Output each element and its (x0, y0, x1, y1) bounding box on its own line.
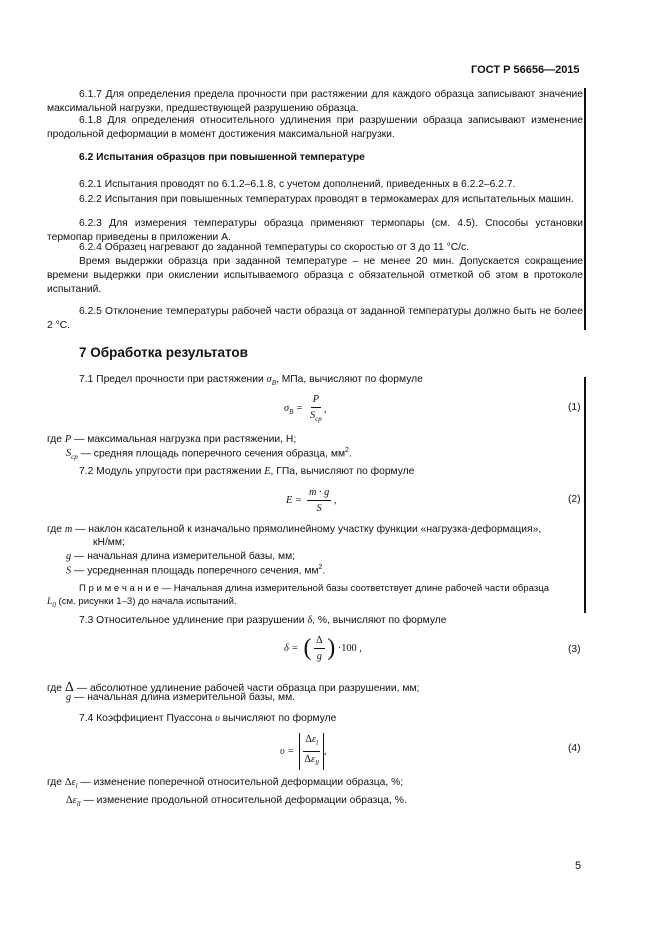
note-text: — Начальная длина измерительной базы соответствует длине рабочей части образца (158, 583, 550, 594)
symbol-l0: $L_0$ (47, 596, 56, 609)
symbol-delta: δ (307, 615, 313, 626)
note-label: П р и м е ч а н и е (79, 583, 159, 594)
where-eps-l (66, 795, 407, 808)
where-word: где (47, 683, 63, 694)
symbol-s-cp: $S_{ср}$ (66, 448, 78, 462)
paragraph-6-1-7: 6.1.7 Для определения предела прочности при растяжении для каждого образца записывают значение максимальной нагрузки, предшествующей разрушению образца. (47, 89, 583, 115)
formula-2: E = $\frac{m \cdot g}{S}$ , (286, 487, 337, 514)
formula-3-multiplier: ·100 , (337, 643, 362, 654)
square-superscript: 2 (345, 447, 349, 454)
formula-3-fraction: $\frac{\Delta}{g}$ (316, 635, 323, 662)
where-s: S — усредненная площадь поперечного сечения, $мм^2$. (66, 564, 326, 577)
symbol-sigma-b: $\sigma_B$ (266, 374, 276, 388)
where-eps-t (47, 777, 403, 790)
symbol-p: P (64, 434, 72, 445)
paragraph-7-1 (79, 374, 423, 387)
paragraph-7-4 (79, 713, 336, 724)
equation-number-1: (1) (568, 402, 581, 413)
paragraph-7-4-start: 7.4 Коэффициент Пуассона (79, 713, 216, 724)
paragraph-7-2-start: 7.2 Модуль упругости при растяжении (79, 466, 265, 477)
paragraph-7-3-end: , %, вычисляют по формуле (312, 615, 447, 626)
where-g (66, 551, 295, 562)
where-s-cp-text: — средняя площадь поперечного сечения образца, мм (80, 448, 346, 460)
formula-1: $\sigma_B$ = $\frac{P}{S_{ср}}$ , (284, 393, 326, 426)
paragraph-7-2 (79, 466, 414, 477)
paragraph-6-2-2: 6.2.2 Испытания при повышенных температурах проводят в термокамерах для испытательных машин. (79, 194, 574, 205)
formula-4-fraction: $\frac{\Delta\varepsilon_l}{\Delta\varepsilon_{ll}}$ (304, 734, 319, 768)
formula-1-fraction: $\frac{P}{S_{ср}}$ (310, 394, 322, 424)
paragraph-7-1-end: , МПа, вычисляют по формуле (275, 374, 423, 385)
change-bar (584, 377, 586, 613)
symbol-e: E (264, 466, 271, 477)
where-m (47, 524, 541, 535)
where-word: где (47, 524, 63, 535)
paragraph-6-2-3: 6.2.3 Для измерения температуры образца применяют термопары (см. 4.5). Способы установки термопар приведены в приложении А. (47, 218, 583, 244)
paragraph-7-4-end: вычисляют по формуле (219, 713, 337, 724)
note-text-end: (см. рисунки 1–3) до начала испытаний. (55, 596, 237, 607)
where-m-text: — наклон касательной к изначально прямолинейному участку функции «нагрузка-деформация», (75, 524, 542, 535)
symbol-g: g (66, 692, 72, 703)
symbol-m: m (64, 524, 73, 535)
formula-3: δ = ( $\frac{\Delta}{g}$ ) ·100 , (284, 635, 362, 662)
where-eps-l-text: — изменение продольной относительной деформации образца, %. (83, 795, 407, 806)
where-s-cp: $S_{ср}$ — средняя площадь поперечного сечения образца, $мм^2$. (66, 447, 352, 462)
document-standard-number: ГОСТ Р 56656—2015 (471, 64, 580, 76)
note (79, 583, 549, 594)
formula-4: υ = $\frac{\Delta\varepsilon_l}{\Delta\varepsilon_{ll}}$ , (280, 733, 327, 770)
where-s-text: — усредненная площадь поперечного сечения, мм (74, 565, 319, 577)
paragraph-7-3 (79, 615, 447, 626)
symbol-capital-delta: Δ (64, 680, 74, 695)
paragraph-7-2-end: , ГПа, вычисляют по формуле (270, 466, 415, 477)
square-superscript: 2 (318, 564, 323, 571)
formula-1-lhs: $\sigma_B$ = (284, 402, 306, 417)
where-delta-text: — абсолютное удлинение рабочей части образца при разрушении, мм; (76, 683, 420, 694)
subsection-heading-6-2: 6.2 Испытания образцов при повышенной температуре (79, 152, 365, 163)
where-m-unit: кН/мм; (93, 537, 125, 548)
equation-number-3: (3) (568, 644, 581, 655)
paragraph-6-2-5: 6.2.5 Отклонение температуры рабочей части образца от заданной температуры должно быть не более 2 °С. (47, 306, 583, 332)
equation-number-4: (4) (568, 743, 581, 754)
where-word: где (47, 434, 63, 445)
symbol-delta-eps-t: $\Delta\varepsilon_l$ (64, 777, 78, 791)
paragraph-6-1-8: 6.1.8 Для определения относительного удлинения при разрушении образца записывают изменение продольной деформации в момент достижения максимальной нагрузки. (47, 115, 583, 141)
where-p (47, 434, 296, 445)
where-p-text: — максимальная нагрузка при растяжении, Н; (74, 434, 297, 445)
symbol-s: S (66, 565, 72, 577)
page-number: 5 (575, 860, 582, 872)
equation-number-2: (2) (568, 494, 581, 505)
change-bar (584, 88, 586, 330)
symbol-g: g (66, 551, 72, 562)
symbol-upsilon: υ (215, 713, 220, 724)
paragraph-7-1-start: 7.1 Предел прочности при растяжении (79, 374, 267, 385)
where-g-3 (66, 692, 295, 703)
paragraph-6-2-1: 6.2.1 Испытания проводят по 6.1.2–6.1.8, с учетом дополнений, приведенных в 6.2.2–6.2.7. (79, 179, 516, 190)
note-continuation (47, 596, 237, 609)
symbol-delta-eps-l: $\Delta\varepsilon_{ll}$ (66, 795, 81, 809)
paragraph-6-2-4: 6.2.4 Образец нагревают до заданной температуры со скоростью от 3 до 11 °С/с. (79, 242, 469, 253)
formula-2-fraction: $\frac{m \cdot g}{S}$ (308, 487, 330, 514)
where-g-3-text: — начальная длина измерительной базы, мм. (74, 692, 296, 703)
paragraph-7-3-start: 7.3 Относительное удлинение при разрушении (79, 615, 308, 626)
paragraph-6-2-4-cont: Время выдержки образца при заданной температуре – не менее 20 мин. Допускается сокращение времени выдержки при окислении испытываемого образца с обязательной отметкой об этом в протоколе испытаний. (47, 256, 583, 296)
where-g-text: — начальная длина измерительной базы, мм; (74, 551, 296, 562)
where-word: где (47, 777, 63, 788)
where-eps-t-text: — изменение поперечной относительной деформации образца, %; (80, 777, 404, 788)
section-heading-7: 7 Обработка результатов (79, 345, 248, 360)
